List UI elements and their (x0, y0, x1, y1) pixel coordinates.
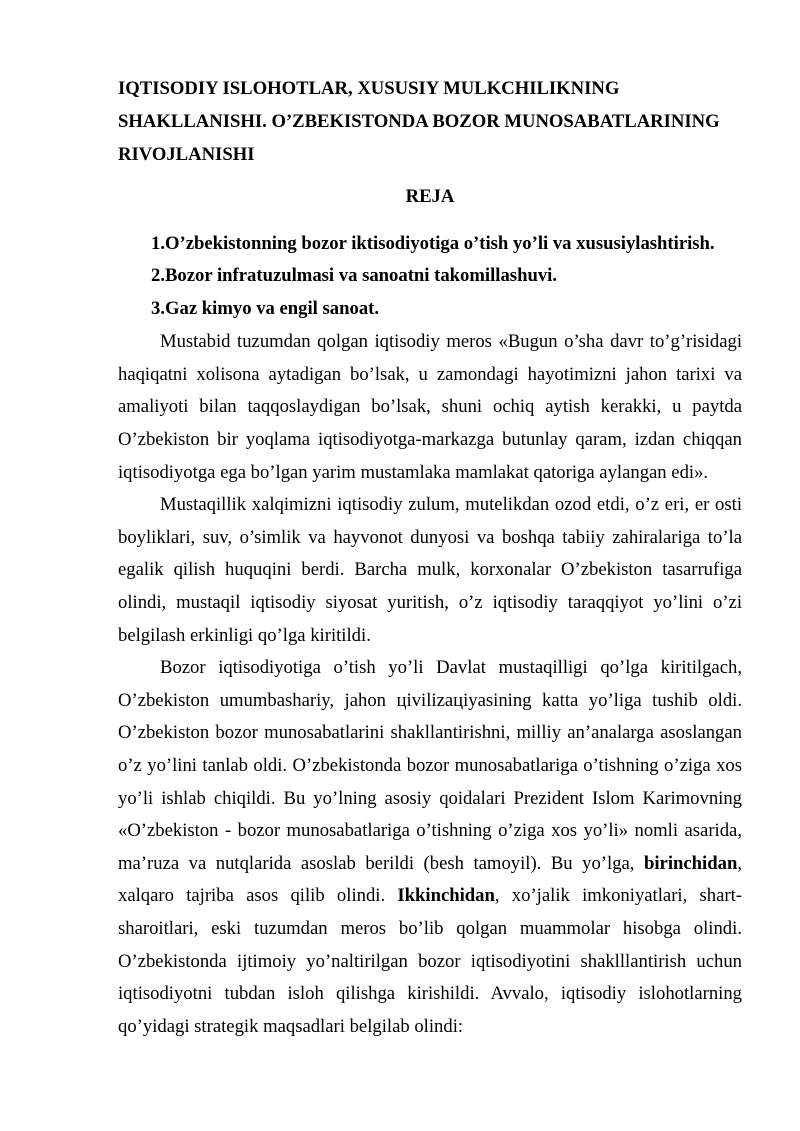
paragraph-line: O’zbekiston bir yoqlama iqtisodiyotga-markazga butunlay qaram, izdan chiqqan (118, 429, 742, 451)
emphasis-text: Ikkinchidan (397, 885, 495, 907)
paragraph-line: O’zbekiston bozor munosabatlarini shakllantirishni, milliy an’analarga asoslangan (118, 722, 742, 744)
paragraph-line: O’zbekistonda ijtimoiy yo’naltirilgan bozor iqtisodiyotini shaklllantirish uchun (118, 950, 742, 972)
paragraph-line (118, 848, 742, 881)
plan-heading: REJA (405, 186, 455, 207)
paragraph-line: egalik qilish huquqini berdi. Barcha mulk, korxonalar O’zbekiston tasarrufiga (118, 559, 742, 581)
paragraph (118, 652, 742, 1043)
line-segment: , xo’jalik imkoniyatlari, shart- (494, 885, 742, 907)
paragraph-line: Mustaqillik xalqimizni iqtisodiy zulum, mutelikdan ozod etdi, o’z eri, er osti (160, 494, 742, 516)
plan-item: 3.Gaz kimyo va engil sanoat. (151, 297, 380, 319)
document-page (118, 72, 742, 1043)
document-title: IQTISODIY ISLOHOTLAR, XUSUSIY MULKCHILIKNING SHAKLLANISHI. O’ZBEKISTONDA BOZOR MUNOSABATLARINING RIVOJLANISHI (118, 78, 720, 165)
plan-item: 1.O’zbekistonning bozor iktisodiyotiga o’tish yo’li va xususiylashtirish. (151, 232, 715, 254)
line-segment: ma’ruza va nutqlarida asoslab berildi (besh tamoyil). Bu yo’lga, (118, 852, 644, 874)
paragraph-line: O’zbekiston umumbashariy, jahon цivilizaцiyasining katta yo’liga tushib oldi. (118, 689, 742, 711)
paragraph-line: iqtisodiyotni tubdan isloh qilishga kirishildi. Avvalo, iqtisodiy islohotlarning (118, 983, 742, 1005)
line-segment: , (737, 852, 742, 874)
paragraph-line: olindi, mustaqil iqtisodiy siyosat yuritish, o’z iqtisodiy taraqqiyot yo’lini o’zi (118, 592, 742, 614)
paragraph-line (118, 880, 742, 913)
paragraph-line: boyliklari, suv, o’simlik va hayvonot dunyosi va boshqa tabiiy zahiralariga to’la (118, 526, 742, 548)
paragraph-line: Mustabid tuzumdan qolgan iqtisodiy meros «Bugun o’sha davr to’g’risidagi (160, 331, 742, 353)
paragraph (118, 489, 742, 652)
paragraph (118, 326, 742, 489)
body-text (118, 326, 742, 1043)
line-segment: xalqaro tajriba asos qilib olindi. (118, 885, 398, 907)
paragraph-line: «O’zbekiston - bozor munosabatlariga o’tishning o’ziga xos yo’li» nomli asarida, (118, 820, 742, 842)
paragraph-line: sharoitlari, eski tuzumdan meros bo’lib qolgan muammolar hisobga olindi. (118, 917, 742, 939)
paragraph-line: o’z yo’lini tanlab oldi. O’zbekistonda bozor munosabatlariga o’tishning o’ziga xos (118, 755, 742, 776)
paragraph-line: iqtisodiyotga ega bo’lgan yarim mustamlaka mamlakat qatoriga aylangan edi». (118, 461, 709, 483)
paragraph-line: Bozor iqtisodiyotiga o’tish yo’li Davlat mustaqilligi qo’lga kiritilgach, (160, 657, 742, 679)
paragraph-line: qo’yidagi strategik maqsadlari belgilab olindi: (118, 1015, 464, 1037)
paragraph-line: haqiqatni xolisona aytadigan bo’lsak, u zamondagi hayotimizni jahon tarixi va (118, 363, 742, 385)
paragraph-line: yo’li ishlab chiqildi. Bu yo’lning asosiy qoidalari Prezident Islom Karimovning (118, 787, 742, 809)
paragraph-line: belgilash erkinligi qo’lga kiritildi. (118, 624, 371, 646)
paragraph-line: amaliyoti bilan taqqoslaydigan bo’lsak, shuni ochiq aytish kerakki, u paytda (118, 396, 742, 418)
plan-list (118, 228, 742, 326)
emphasis-text: birinchidan (644, 852, 738, 874)
plan-item: 2.Bozor infratuzulmasi va sanoatni takomillashuvi. (151, 265, 557, 287)
